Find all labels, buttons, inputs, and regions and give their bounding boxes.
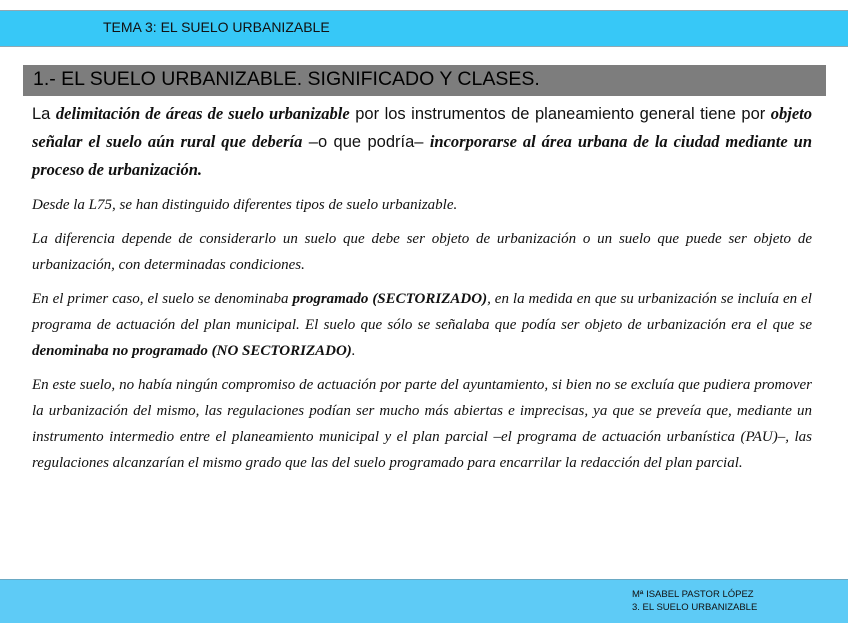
p1-emphasis-1: delimitación de áreas de suelo urbanizable — [55, 104, 350, 123]
section-heading-bar — [23, 65, 826, 96]
paragraph-1 — [32, 100, 812, 184]
document-body — [32, 100, 812, 476]
p1-emphasis-3: incorporarse al área urbana de la ciudad mediante un proceso de urbanización. — [32, 132, 813, 179]
p4-emphasis-1: programado (SECTORIZADO) — [292, 291, 488, 307]
p1-text-3: –o que podría– — [302, 133, 430, 151]
p4-text-3: . — [351, 343, 356, 359]
footer-bar — [0, 579, 848, 623]
p1-text-2: por los instrumentos de planeamiento general tiene por — [349, 105, 771, 123]
paragraph-5: En este suelo, no había ningún compromiso de actuación por parte del ayuntamiento, si bien no se excluía que pudiera promover la urbanización del mismo, las regulaciones podían ser mucho más abiertas e imprecisas, ya que se preveía que, mediante un instrumento intermedio entre el planeamiento municipal y el plan parcial –el programa de actuación urbanística (PAU)–, las regulaciones alcanzarían el mismo grado que las del suelo programado para encarrilar la redacción del plan parcial. — [32, 377, 812, 471]
p4-text-2: , en la medida en que su urbanización se incluía en el programa de actuación del plan municipal. El suelo que sólo se señalaba que podía ser objeto de urbanización era el que se — [32, 291, 812, 333]
paragraph-3: La diferencia depende de considerarlo un suelo que debe ser objeto de urbanización o un suelo que puede ser objeto de urbanización, con determinadas condiciones. — [32, 231, 812, 273]
p1-text-1: La — [32, 105, 56, 123]
p4-emphasis-2: denominaba no programado (NO SECTORIZADO) — [32, 343, 352, 359]
paragraph-2: Desde la L75, se han distinguido diferentes tipos de suelo urbanizable. — [32, 197, 458, 213]
footer-author: Mª ISABEL PASTOR LÓPEZ — [632, 589, 754, 600]
header-bar — [0, 10, 848, 47]
footer-chapter: 3. EL SUELO URBANIZABLE — [632, 602, 758, 613]
section-title: 1.- EL SUELO URBANIZABLE. SIGNIFICADO Y CLASES. — [33, 68, 540, 90]
p1-emphasis-2: objeto señalar el suelo aún rural que debería — [32, 104, 813, 151]
paragraph-4 — [32, 286, 812, 364]
header-title: TEMA 3: EL SUELO URBANIZABLE — [103, 19, 330, 35]
p4-text-1: En el primer caso, el suelo se denominaba — [32, 291, 293, 307]
